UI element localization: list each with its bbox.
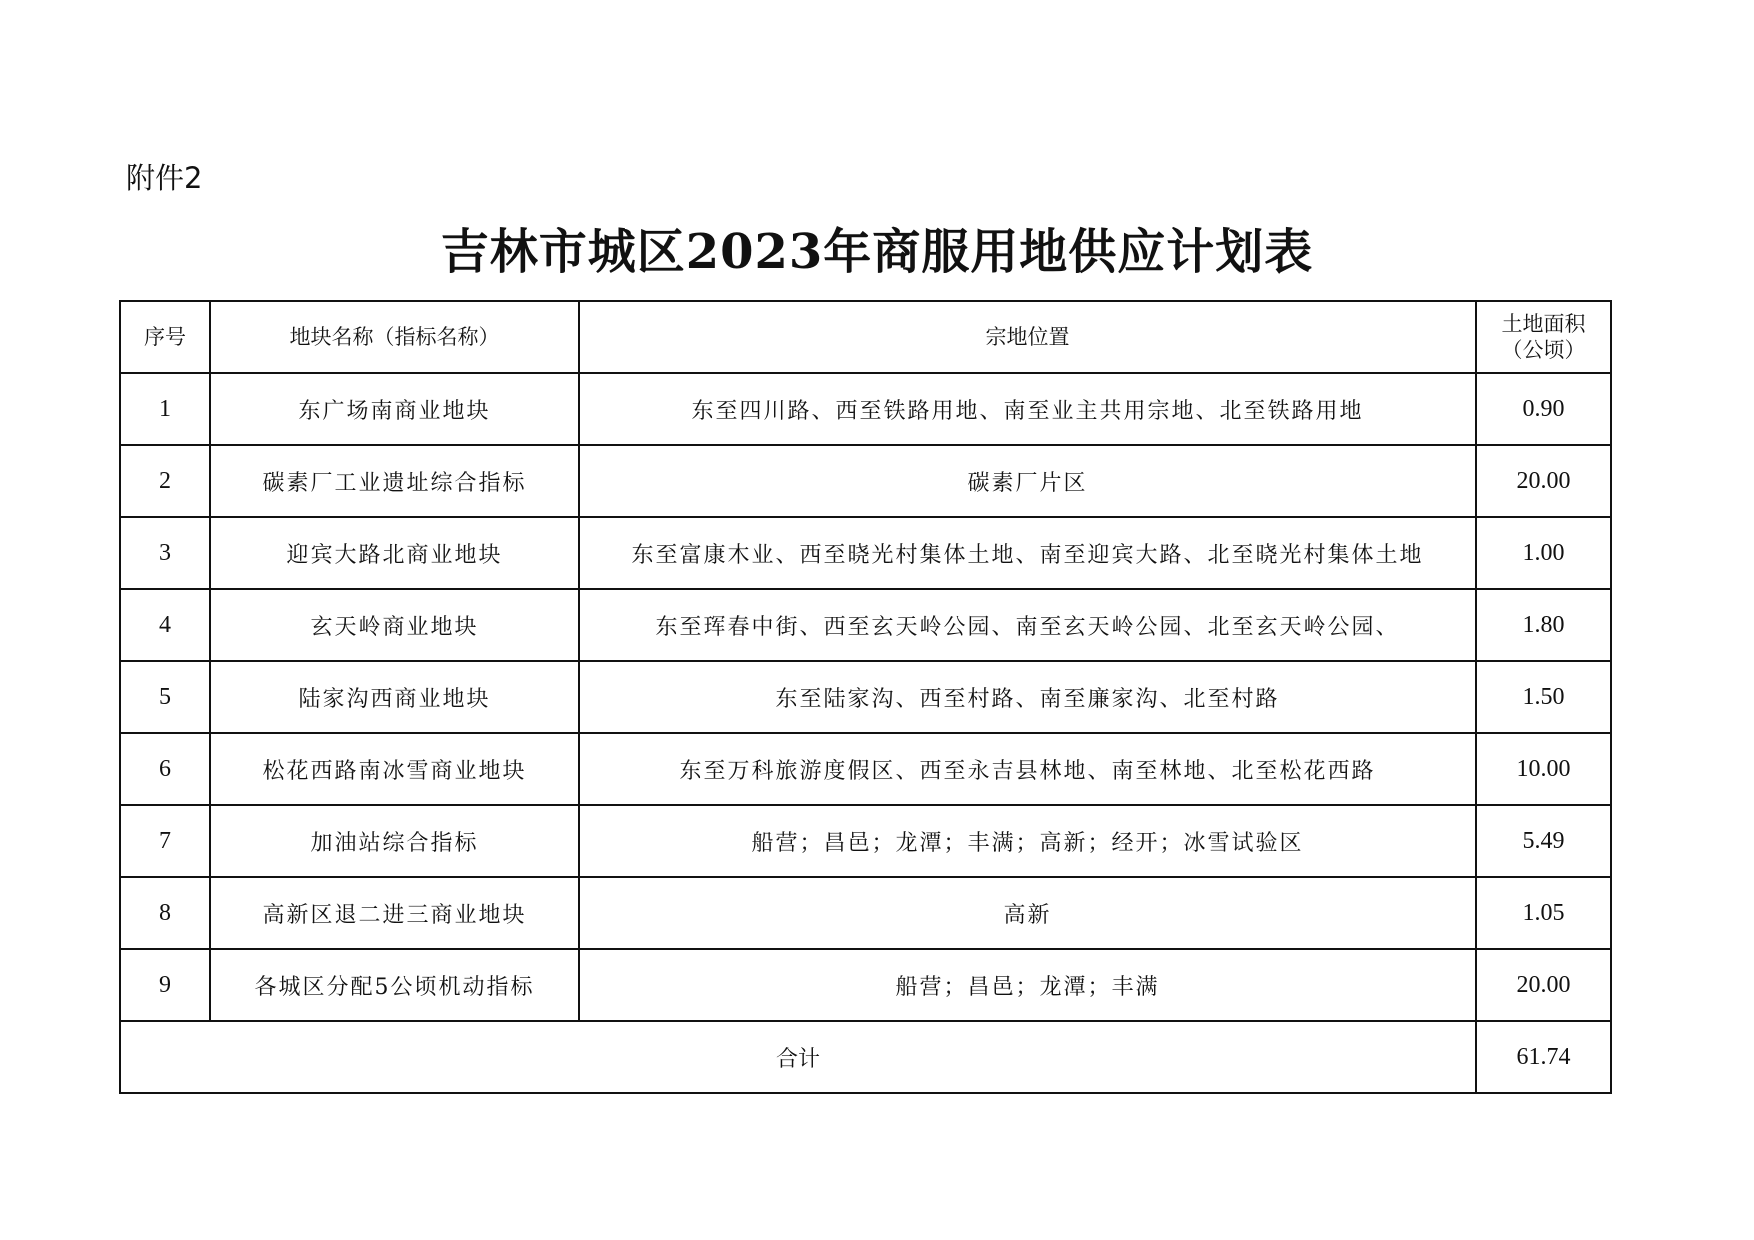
row-area: 0.90 <box>1476 373 1611 445</box>
table-row <box>120 877 1611 949</box>
row-index: 8 <box>120 877 210 949</box>
row-index: 6 <box>120 733 210 805</box>
header-area <box>1476 301 1611 373</box>
land-supply-plan-table <box>119 300 1612 1094</box>
table-row <box>120 661 1611 733</box>
row-location: 东至万科旅游度假区、西至永吉县林地、南至林地、北至松花西路 <box>579 733 1476 805</box>
header-area-label: 土地面积 <box>1501 312 1586 336</box>
table-row <box>120 949 1611 1021</box>
row-index: 9 <box>120 949 210 1021</box>
row-area: 1.80 <box>1476 589 1611 661</box>
row-index: 3 <box>120 517 210 589</box>
row-area: 20.00 <box>1476 949 1611 1021</box>
row-area: 10.00 <box>1476 733 1611 805</box>
row-area: 1.50 <box>1476 661 1611 733</box>
row-index: 1 <box>120 373 210 445</box>
row-index: 2 <box>120 445 210 517</box>
row-location: 东至富康木业、西至晓光村集体土地、南至迎宾大路、北至晓光村集体土地 <box>579 517 1476 589</box>
table-row <box>120 733 1611 805</box>
row-location: 东至陆家沟、西至村路、南至廉家沟、北至村路 <box>579 661 1476 733</box>
row-name: 迎宾大路北商业地块 <box>210 517 579 589</box>
table-row <box>120 805 1611 877</box>
row-name: 高新区退二进三商业地块 <box>210 877 579 949</box>
header-location: 宗地位置 <box>579 301 1476 373</box>
row-index: 7 <box>120 805 210 877</box>
row-location: 高新 <box>579 877 1476 949</box>
row-name: 加油站综合指标 <box>210 805 579 877</box>
table-row <box>120 445 1611 517</box>
row-area: 1.00 <box>1476 517 1611 589</box>
row-location: 船营；昌邑；龙潭；丰满；高新；经开；冰雪试验区 <box>579 805 1476 877</box>
row-index: 5 <box>120 661 210 733</box>
total-label: 合计 <box>120 1021 1476 1093</box>
row-name: 碳素厂工业遗址综合指标 <box>210 445 579 517</box>
row-location: 东至珲春中街、西至玄天岭公园、南至玄天岭公园、北至玄天岭公园、 <box>579 589 1476 661</box>
header-area-unit: （公顷） <box>1501 338 1586 362</box>
row-area: 20.00 <box>1476 445 1611 517</box>
header-index: 序号 <box>120 301 210 373</box>
header-name: 地块名称（指标名称） <box>210 301 579 373</box>
row-name: 陆家沟西商业地块 <box>210 661 579 733</box>
row-area: 1.05 <box>1476 877 1611 949</box>
row-location: 碳素厂片区 <box>579 445 1476 517</box>
row-name: 松花西路南冰雪商业地块 <box>210 733 579 805</box>
row-name: 玄天岭商业地块 <box>210 589 579 661</box>
table-row <box>120 373 1611 445</box>
table-row <box>120 517 1611 589</box>
total-value: 61.74 <box>1476 1021 1611 1093</box>
document-title: 吉林市城区2023年商服用地供应计划表 <box>440 224 1314 280</box>
row-name: 各城区分配5公顷机动指标 <box>210 949 579 1021</box>
row-area: 5.49 <box>1476 805 1611 877</box>
row-name: 东广场南商业地块 <box>210 373 579 445</box>
attachment-label: 附件2 <box>126 161 203 195</box>
table-row <box>120 589 1611 661</box>
table-header-row <box>120 301 1611 373</box>
row-location: 船营；昌邑；龙潭；丰满 <box>579 949 1476 1021</box>
row-index: 4 <box>120 589 210 661</box>
row-location: 东至四川路、西至铁路用地、南至业主共用宗地、北至铁路用地 <box>579 373 1476 445</box>
total-row <box>120 1021 1611 1093</box>
